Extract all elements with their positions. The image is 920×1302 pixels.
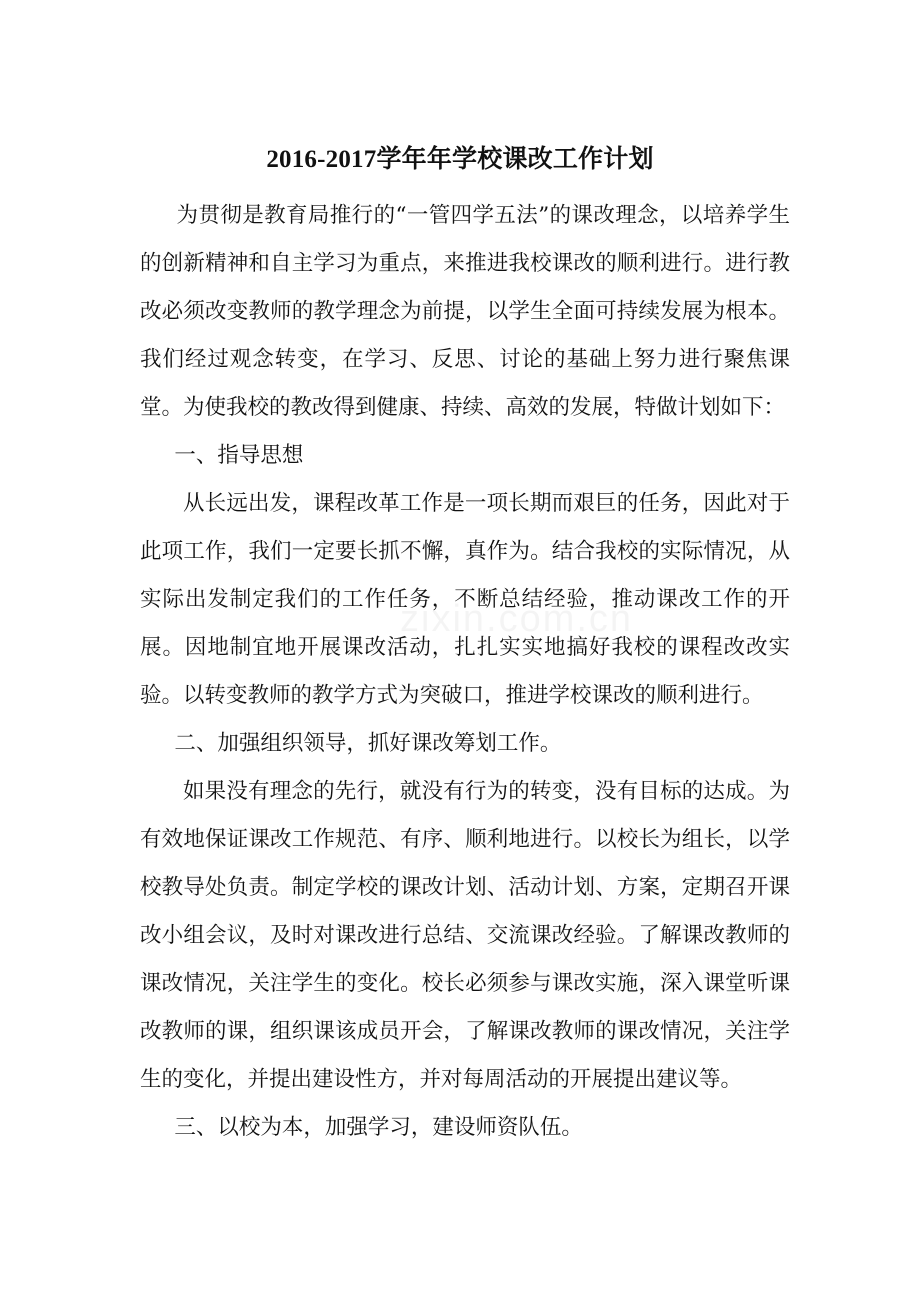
section-heading-guiding-thought: 一、指导思想	[174, 443, 304, 468]
section-heading-organization: 二、加强组织领导，抓好课改筹划工作。	[174, 731, 562, 756]
intro-paragraph: 为贯彻是教育局推行的“一管四学五法”的课改理念，以培养学生的创新精神和自主学习为重点，来推进我校课改的顺利进行。进行教改必须改变教师的教学理念为前提，以学生全面可持续发展为根本。我们经过观念转变，在学习、反思、讨论的基础上努力进行聚焦课堂。为使我校的教改得到健康、持续、高效的发展，特做计划如下：	[140, 203, 790, 420]
section-heading-school-based: 三、以校为本，加强学习，建设师资队伍。	[174, 1115, 583, 1140]
document-title: 2016-2017学年年学校课改工作计划	[266, 146, 654, 173]
organization-paragraph: 如果没有理念的先行，就没有行为的转变，没有目标的达成。为有效地保证课改工作规范、有序、顺利地进行。以校长为组长，以学校教导处负责。制定学校的课改计划、活动计划、方案，定期召开课改小组会议，及时对课改进行总结、交流课改经验。了解课改教师的课改情况，关注学生的变化。校长必须参与课改实施，深入课堂听课改教师的课，组织课该成员开会，了解课改教师的课改情况，关注学生的变化，并提出建设性方，并对每周活动的开展提出建议等。	[140, 779, 790, 1092]
document-body	[140, 192, 790, 1152]
guiding-thought-paragraph: 从长远出发，课程改革工作是一项长期而艰巨的任务，因此对于此项工作，我们一定要长抓不懈，真作为。结合我校的实际情况，从实际出发制定我们的工作任务，不断总结经验，推动课改工作的开展。因地制宜地开展课改活动，扎扎实实地搞好我校的课程改改实验。以转变教师的教学方式为突破口，推进学校课改的顺利进行。	[140, 491, 790, 708]
